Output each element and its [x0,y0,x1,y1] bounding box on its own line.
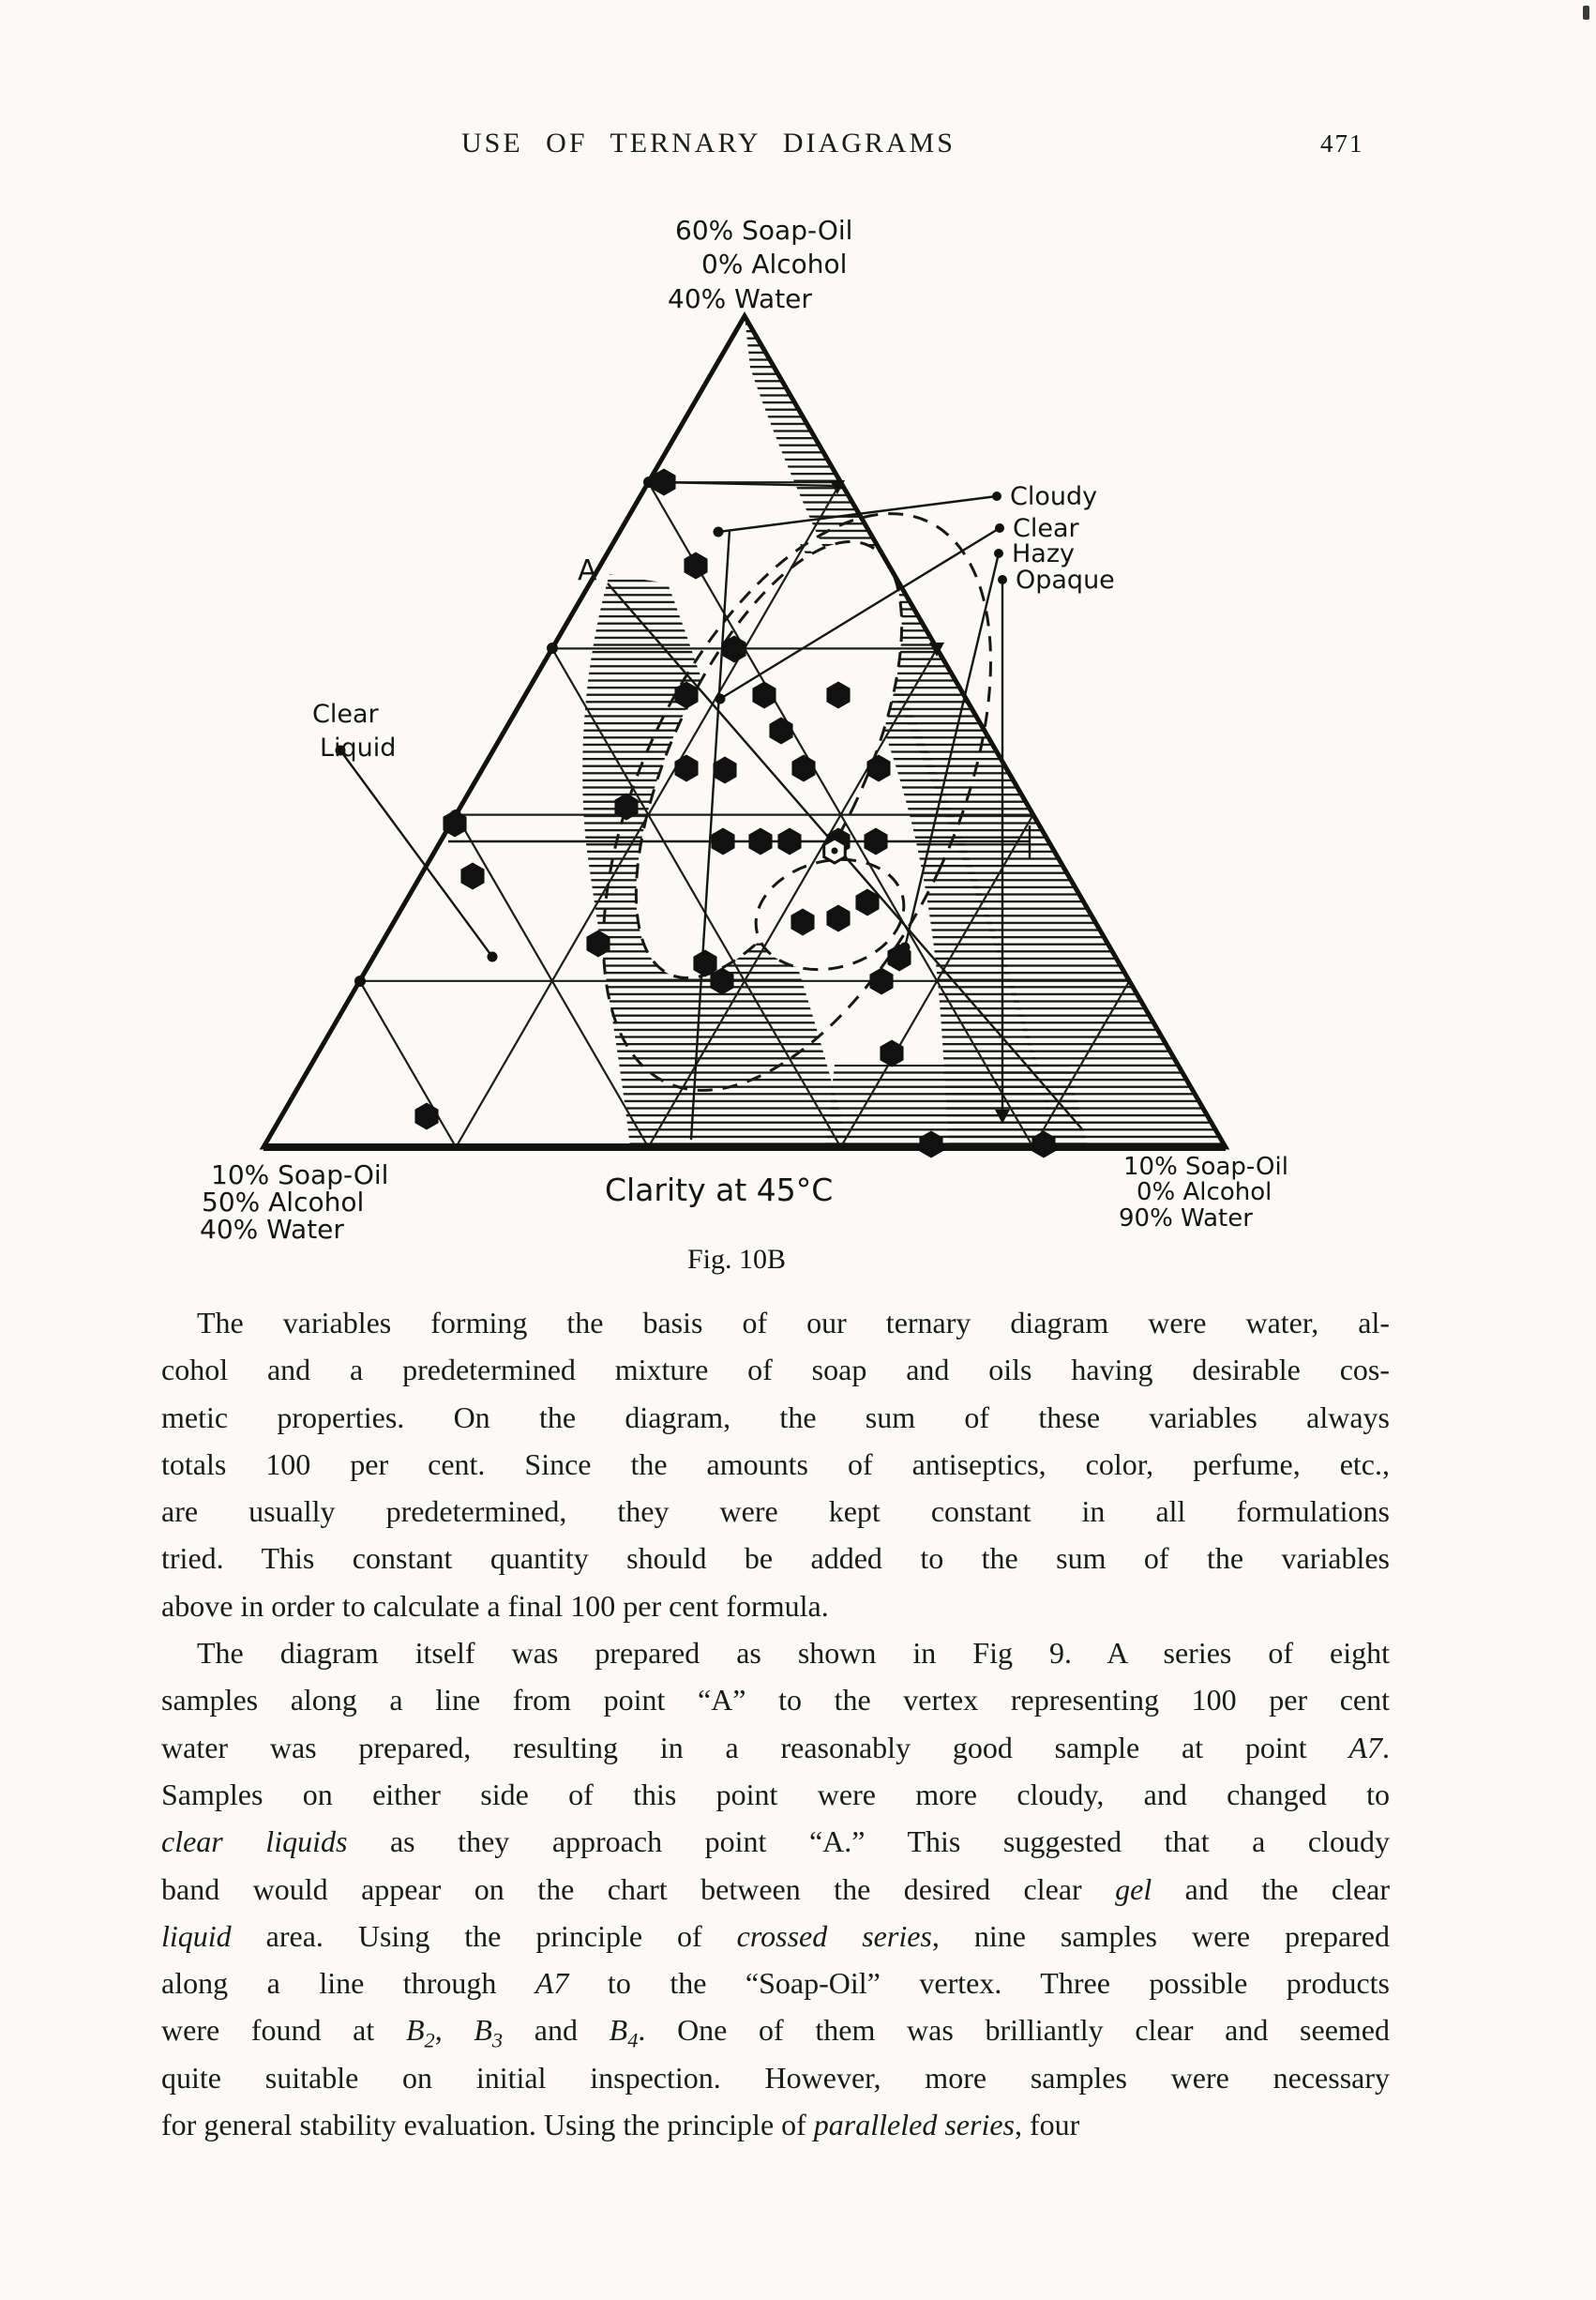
figure-number-label: Fig. 10B [687,1244,787,1275]
text-line: The variables forming the basis of our ternary diagram were water, al- [197,1306,1390,1339]
bottom-right-label-line3: 90% Water [1119,1204,1253,1233]
legend-item-clear: Clear [1013,514,1079,543]
point-a-label: A [578,554,597,587]
bottom-left-label-line1: 10% Soap-Oil [211,1159,389,1190]
text-line: clear liquids as they approach point “A.” This suggested that a cloudy [161,1824,1390,1859]
top-vertex-label-line2: 0% Alcohol [701,249,848,280]
legend-dot [998,575,1007,584]
clear-liquid-label-line1: Clear [312,700,379,729]
bottom-left-label-line3: 40% Water [200,1214,344,1245]
marker-dot [715,694,726,704]
clear-liquid-label-line2: Liquid [320,734,397,763]
legend-item-hazy: Hazy [1012,539,1075,568]
sample-hexagon [684,552,707,580]
sample-hexagon [864,828,887,855]
grid-node [547,643,558,654]
legend-dot [994,549,1003,558]
sample-hexagon [460,863,484,890]
text-line: totals 100 per cent. Since the amounts of antiseptics, color, perfume, etc., [161,1446,1390,1481]
top-vertex-label-line3: 40% Water [668,283,812,314]
leader-line [340,750,492,957]
page-title: USE OF TERNARY DIAGRAMS [461,128,956,159]
bottom-right-label-line2: 0% Alcohol [1137,1178,1272,1206]
page-number: 471 [1320,129,1364,158]
legend-item-opaque: Opaque [1016,566,1115,595]
sample-hexagon [414,1103,438,1130]
text-line: band would appear on the chart between the desired clear gel and the clear [161,1871,1391,1906]
paragraph [161,1629,1390,2148]
bottom-left-label-line2: 50% Alcohol [202,1187,365,1218]
legend-dot [995,523,1004,533]
text-line: The diagram itself was prepared as shown in Fig 9. A series of eight [197,1636,1390,1671]
text-line: were found at $B_2$, $B_3$ and $B_4$. One of them was brilliantly clear and seemed [161,2013,1391,2052]
paragraph [161,1299,1390,1629]
text-line: liquid area. Using the principle of crossed series, nine samples were prepared [161,1918,1391,1953]
grid-node [643,477,655,488]
text-line: cohol and a predetermined mixture of soap and oils having desirable cos- [161,1353,1390,1387]
text-line: water was prepared, resulting in a reasonably good sample at point A7. [161,1730,1390,1764]
grid-node [450,810,461,821]
text-line: along a line through A7 to the “Soap-Oil” vertex. Three possible products [161,1966,1391,2001]
bottom-right-label-line1: 10% Soap-Oil [1123,1153,1288,1181]
marker-dot [488,952,498,962]
text-line: samples along a line from point “A” to the vertex representing 100 per cent [161,1683,1390,1717]
top-vertex-label-line1: 60% Soap-Oil [675,215,853,246]
text-line: tried. This constant quantity should be added to the sum of the variables [161,1541,1390,1576]
text-line: metic properties. On the diagram, the sum of these variables always [161,1400,1390,1434]
legend-dot [992,492,1001,501]
body-text [161,1299,1390,2148]
grid-line-right-parallel [360,981,457,1147]
text-line: quite suitable on initial inspection. However, more samples were necessary [161,2060,1390,2095]
grid-node [354,976,366,987]
text-line: are usually predetermined, they were kept constant in all formulations [161,1494,1390,1529]
text-line: Samples on either side of this point were more cloudy, and changed to [161,1777,1390,1811]
sample-hexagon-open-center [832,848,838,855]
text-line: for general stability evaluation. Using the principle of paralleled series, four [161,2108,1080,2142]
marker-dot [714,527,724,537]
text-line: above in order to calculate a final 100 per cent formula. [161,1588,829,1623]
legend-item-cloudy: Cloudy [1010,482,1098,511]
marker-dot [900,943,911,953]
sample-hexagon [869,968,893,995]
figure-caption: Clarity at 45°C [605,1172,834,1208]
